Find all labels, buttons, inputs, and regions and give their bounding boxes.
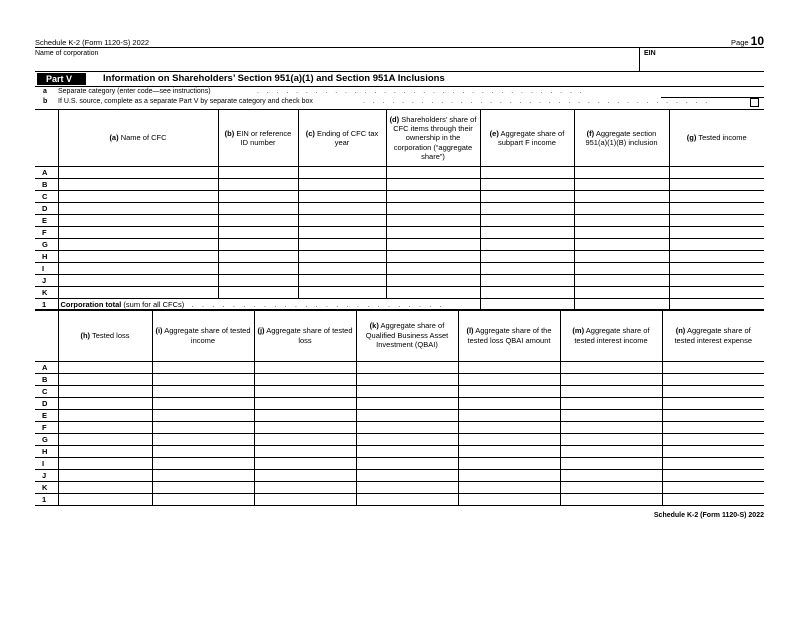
cell-l[interactable]: [458, 422, 560, 434]
cell-j[interactable]: [254, 470, 356, 482]
cell-h[interactable]: [58, 446, 152, 458]
cell-h[interactable]: [58, 362, 152, 374]
cell-g[interactable]: [669, 287, 764, 299]
cell-f[interactable]: [574, 203, 669, 215]
row-letter: J: [35, 275, 58, 287]
table-row: [35, 386, 764, 398]
table-row: [35, 458, 764, 470]
table-row: [35, 227, 764, 239]
t2-total-cell-i[interactable]: [152, 494, 254, 506]
table-row: [35, 446, 764, 458]
cell-e[interactable]: [480, 167, 574, 179]
cell-l[interactable]: [458, 398, 560, 410]
cell-j[interactable]: [254, 422, 356, 434]
cell-g[interactable]: [669, 179, 764, 191]
cell-c[interactable]: [298, 167, 386, 179]
table-row: [35, 362, 764, 374]
cell-e[interactable]: [480, 227, 574, 239]
cell-m[interactable]: [560, 410, 662, 422]
cell-k[interactable]: [356, 434, 458, 446]
cell-m[interactable]: [560, 386, 662, 398]
page-label: Page: [731, 38, 749, 47]
cell-e[interactable]: [480, 179, 574, 191]
row-letter: A: [35, 362, 58, 374]
table2-total-row-number: 1: [35, 494, 58, 506]
col-i-header: (i) Aggregate share of tested income: [152, 310, 254, 362]
cell-e[interactable]: [480, 215, 574, 227]
col-m-header: (m) Aggregate share of tested interest income: [560, 310, 662, 362]
cell-a[interactable]: [58, 203, 218, 215]
cell-e[interactable]: [480, 203, 574, 215]
table1-body: [35, 167, 764, 299]
cell-j[interactable]: [254, 482, 356, 494]
col-a-header: (a) Name of CFC: [58, 110, 218, 167]
cell-d[interactable]: [386, 227, 480, 239]
cell-h[interactable]: [58, 398, 152, 410]
cell-n[interactable]: [662, 422, 764, 434]
row-letter: I: [35, 263, 58, 275]
cell-j[interactable]: [254, 374, 356, 386]
total-row-label-rest: (sum for all CFCs): [123, 299, 185, 309]
table-row: [35, 374, 764, 386]
col-j-header: (j) Aggregate share of tested loss: [254, 310, 356, 362]
cell-c[interactable]: [298, 251, 386, 263]
cell-l[interactable]: [458, 434, 560, 446]
total-row-number: 1: [35, 299, 58, 311]
part-header: [35, 73, 764, 85]
table-row: [35, 287, 764, 299]
cell-k[interactable]: [356, 374, 458, 386]
ein-divider: [639, 48, 640, 71]
cell-b[interactable]: [218, 191, 298, 203]
cell-h[interactable]: [58, 422, 152, 434]
cell-k[interactable]: [356, 362, 458, 374]
cell-d[interactable]: [386, 215, 480, 227]
row-letter: E: [35, 410, 58, 422]
cell-b[interactable]: [218, 287, 298, 299]
cell-j[interactable]: [254, 398, 356, 410]
tested-items-table: [35, 309, 764, 506]
col-f-header: (f) Aggregate section 951(a)(1)(B) inclusion: [574, 110, 669, 167]
col-h-header: (h) Tested loss: [58, 310, 152, 362]
cell-a[interactable]: [58, 167, 218, 179]
cell-m[interactable]: [560, 470, 662, 482]
cell-g[interactable]: [669, 263, 764, 275]
cell-m[interactable]: [560, 482, 662, 494]
table2-body: [35, 362, 764, 494]
table-row: [35, 482, 764, 494]
cell-b[interactable]: [218, 227, 298, 239]
cell-m[interactable]: [560, 398, 662, 410]
page-number: [731, 34, 764, 48]
cell-f[interactable]: [574, 275, 669, 287]
cell-b[interactable]: [218, 251, 298, 263]
cell-i[interactable]: [152, 386, 254, 398]
cell-f[interactable]: [574, 287, 669, 299]
cell-n[interactable]: [662, 410, 764, 422]
table2-header-row: [35, 310, 764, 362]
row-letter: I: [35, 458, 58, 470]
cell-d[interactable]: [386, 275, 480, 287]
cell-h[interactable]: [58, 374, 152, 386]
table-row: [35, 215, 764, 227]
t2-total-cell-m[interactable]: [560, 494, 662, 506]
cell-d[interactable]: [386, 167, 480, 179]
cell-b[interactable]: [218, 275, 298, 287]
cell-d[interactable]: [386, 203, 480, 215]
line-b-leader-dots: . . . . . . . . . . . . . . . . . . . . . . . . . . . . . . . . . . . .: [363, 98, 708, 105]
cell-k[interactable]: [356, 470, 458, 482]
cell-d[interactable]: [386, 179, 480, 191]
line-b-letter: b: [43, 98, 48, 105]
cell-f[interactable]: [574, 215, 669, 227]
line-a-text: Separate category (enter code—see instructions): [58, 88, 211, 95]
row-letter: B: [35, 374, 58, 386]
table-row: [35, 179, 764, 191]
cell-h[interactable]: [58, 410, 152, 422]
row-letter: F: [35, 422, 58, 434]
cell-e[interactable]: [480, 191, 574, 203]
cell-f[interactable]: [574, 179, 669, 191]
table-row: [35, 398, 764, 410]
cell-c[interactable]: [298, 239, 386, 251]
cell-b[interactable]: [218, 239, 298, 251]
line-a-letter: a: [43, 88, 47, 95]
cell-i[interactable]: [152, 374, 254, 386]
cell-m[interactable]: [560, 458, 662, 470]
cell-j[interactable]: [254, 410, 356, 422]
cell-a[interactable]: [58, 287, 218, 299]
cell-n[interactable]: [662, 398, 764, 410]
table-row: [35, 239, 764, 251]
cell-a[interactable]: [58, 227, 218, 239]
table-row: [35, 410, 764, 422]
cell-b[interactable]: [218, 203, 298, 215]
cell-m[interactable]: [560, 446, 662, 458]
cell-g[interactable]: [669, 191, 764, 203]
cell-l[interactable]: [458, 470, 560, 482]
cell-j[interactable]: [254, 458, 356, 470]
col-d-header: (d) Shareholders’ share of CFC items through their ownership in the corporation (“aggregate share”): [386, 110, 480, 167]
col-b-header: (b) EIN or reference ID number: [218, 110, 298, 167]
part-top-rule: [35, 71, 764, 72]
cell-c[interactable]: [298, 275, 386, 287]
cell-l[interactable]: [458, 482, 560, 494]
cell-l[interactable]: [458, 374, 560, 386]
us-source-checkbox[interactable]: [750, 98, 759, 107]
cell-g[interactable]: [669, 275, 764, 287]
cell-k[interactable]: [356, 482, 458, 494]
cell-d[interactable]: [386, 191, 480, 203]
cell-n[interactable]: [662, 482, 764, 494]
cell-f[interactable]: [574, 251, 669, 263]
t2-total-cell-n[interactable]: [662, 494, 764, 506]
cell-d[interactable]: [386, 263, 480, 275]
col-k-header: (k) Aggregate share of Qualified Business Asset Investment (QBAI): [356, 310, 458, 362]
cell-f[interactable]: [574, 263, 669, 275]
cell-m[interactable]: [560, 362, 662, 374]
ein-label: EIN: [644, 50, 656, 57]
cell-g[interactable]: [669, 167, 764, 179]
table1-header-row: [35, 110, 764, 167]
cell-k[interactable]: [356, 458, 458, 470]
part-title: Information on Shareholders’ Section 951(a)(1) and Section 951A Inclusions: [103, 73, 445, 84]
col-n-header: (n) Aggregate share of tested interest expense: [662, 310, 764, 362]
cell-f[interactable]: [574, 239, 669, 251]
cell-i[interactable]: [152, 482, 254, 494]
cell-h[interactable]: [58, 482, 152, 494]
row-letter: H: [35, 251, 58, 263]
footer-form-id: Schedule K-2 (Form 1120-S) 2022: [653, 512, 764, 519]
t2-total-cell-l[interactable]: [458, 494, 560, 506]
row-letter: H: [35, 446, 58, 458]
cell-c[interactable]: [298, 263, 386, 275]
row-letter: D: [35, 203, 58, 215]
cell-d[interactable]: [386, 287, 480, 299]
table-row: [35, 191, 764, 203]
cell-e[interactable]: [480, 239, 574, 251]
cell-l[interactable]: [458, 458, 560, 470]
cell-k[interactable]: [356, 446, 458, 458]
cell-d[interactable]: [386, 239, 480, 251]
page-number-value: 10: [750, 34, 764, 48]
part-bottom-rule: [35, 86, 764, 87]
cell-c[interactable]: [298, 227, 386, 239]
cell-a[interactable]: [58, 191, 218, 203]
table-row: [35, 203, 764, 215]
cell-h[interactable]: [58, 458, 152, 470]
cell-m[interactable]: [560, 422, 662, 434]
cell-a[interactable]: [58, 275, 218, 287]
cell-n[interactable]: [662, 446, 764, 458]
cell-j[interactable]: [254, 446, 356, 458]
row-letter: G: [35, 434, 58, 446]
cell-g[interactable]: [669, 203, 764, 215]
cell-n[interactable]: [662, 434, 764, 446]
part-label: Part V: [37, 73, 86, 85]
cell-i[interactable]: [152, 362, 254, 374]
cell-l[interactable]: [458, 386, 560, 398]
cell-f[interactable]: [574, 227, 669, 239]
table-row: [35, 263, 764, 275]
cell-h[interactable]: [58, 386, 152, 398]
cell-a[interactable]: [58, 215, 218, 227]
cell-c[interactable]: [298, 191, 386, 203]
line-a-leader-dots: . . . . . . . . . . . . . . . . . . . . . . . . . . . . . . . . . .: [257, 88, 583, 95]
row-letter: G: [35, 239, 58, 251]
cell-d[interactable]: [386, 251, 480, 263]
cell-g[interactable]: [669, 239, 764, 251]
table-row: [35, 422, 764, 434]
cell-e[interactable]: [480, 263, 574, 275]
cell-i[interactable]: [152, 470, 254, 482]
cell-e[interactable]: [480, 275, 574, 287]
col-g-header: (g) Tested income: [669, 110, 764, 167]
cell-i[interactable]: [152, 446, 254, 458]
table2-total-row: [35, 494, 764, 506]
cell-c[interactable]: [298, 179, 386, 191]
cell-k[interactable]: [356, 398, 458, 410]
cell-l[interactable]: [458, 410, 560, 422]
cell-a[interactable]: [58, 251, 218, 263]
cell-k[interactable]: [356, 422, 458, 434]
cell-a[interactable]: [58, 179, 218, 191]
cell-l[interactable]: [458, 446, 560, 458]
cell-a[interactable]: [58, 239, 218, 251]
table-row: [35, 470, 764, 482]
cell-i[interactable]: [152, 434, 254, 446]
row-letter: J: [35, 470, 58, 482]
total-row-label-bold: Corporation total: [60, 299, 122, 309]
col-l-header: (l) Aggregate share of the tested loss QBAI amount: [458, 310, 560, 362]
table-row: [35, 434, 764, 446]
cell-f[interactable]: [574, 191, 669, 203]
cell-c[interactable]: [298, 203, 386, 215]
col-e-header: (e) Aggregate share of subpart F income: [480, 110, 574, 167]
row-letter: C: [35, 386, 58, 398]
cell-e[interactable]: [480, 287, 574, 299]
table2-corner: [35, 310, 58, 362]
row-letter: F: [35, 227, 58, 239]
cell-k[interactable]: [356, 386, 458, 398]
cell-j[interactable]: [254, 434, 356, 446]
table-row: [35, 167, 764, 179]
cfc-inclusions-table: [35, 109, 764, 311]
col-c-header: (c) Ending of CFC tax year: [298, 110, 386, 167]
cell-i[interactable]: [152, 410, 254, 422]
cell-i[interactable]: [152, 458, 254, 470]
t2-total-cell-j[interactable]: [254, 494, 356, 506]
cell-g[interactable]: [669, 251, 764, 263]
t2-total-cell-h[interactable]: [58, 494, 152, 506]
corporation-name-label: Name of corporation: [35, 50, 99, 57]
table-row: [35, 251, 764, 263]
cell-n[interactable]: [662, 458, 764, 470]
cell-n[interactable]: [662, 374, 764, 386]
row-letter: E: [35, 215, 58, 227]
cell-i[interactable]: [152, 398, 254, 410]
form-id-header: Schedule K-2 (Form 1120-S) 2022: [35, 38, 150, 47]
cell-j[interactable]: [254, 362, 356, 374]
row-letter: K: [35, 287, 58, 299]
t2-total-cell-k[interactable]: [356, 494, 458, 506]
cell-b[interactable]: [218, 215, 298, 227]
cell-b[interactable]: [218, 179, 298, 191]
cell-b[interactable]: [218, 167, 298, 179]
cell-e[interactable]: [480, 251, 574, 263]
row-letter: D: [35, 398, 58, 410]
row-letter: K: [35, 482, 58, 494]
cell-n[interactable]: [662, 386, 764, 398]
cell-l[interactable]: [458, 362, 560, 374]
name-ein-row: [35, 48, 764, 71]
table-row: [35, 275, 764, 287]
cell-g[interactable]: [669, 227, 764, 239]
row-letter: C: [35, 191, 58, 203]
cell-m[interactable]: [560, 434, 662, 446]
cell-f[interactable]: [574, 167, 669, 179]
cell-h[interactable]: [58, 434, 152, 446]
cell-k[interactable]: [356, 410, 458, 422]
cell-c[interactable]: [298, 215, 386, 227]
cell-j[interactable]: [254, 386, 356, 398]
cell-a[interactable]: [58, 263, 218, 275]
line-b-text: If U.S. source, complete as a separate Part V by separate category and check box: [58, 98, 313, 105]
cell-g[interactable]: [669, 215, 764, 227]
row-letter: B: [35, 179, 58, 191]
cell-n[interactable]: [662, 470, 764, 482]
total-row-leader-dots: . . . . . . . . . . . . . . . . . . . . . . . . .: [186, 299, 443, 309]
cell-i[interactable]: [152, 422, 254, 434]
cell-b[interactable]: [218, 263, 298, 275]
row-letter: A: [35, 167, 58, 179]
cell-m[interactable]: [560, 374, 662, 386]
cell-n[interactable]: [662, 362, 764, 374]
table1-corner: [35, 110, 58, 167]
cell-c[interactable]: [298, 287, 386, 299]
cell-h[interactable]: [58, 470, 152, 482]
